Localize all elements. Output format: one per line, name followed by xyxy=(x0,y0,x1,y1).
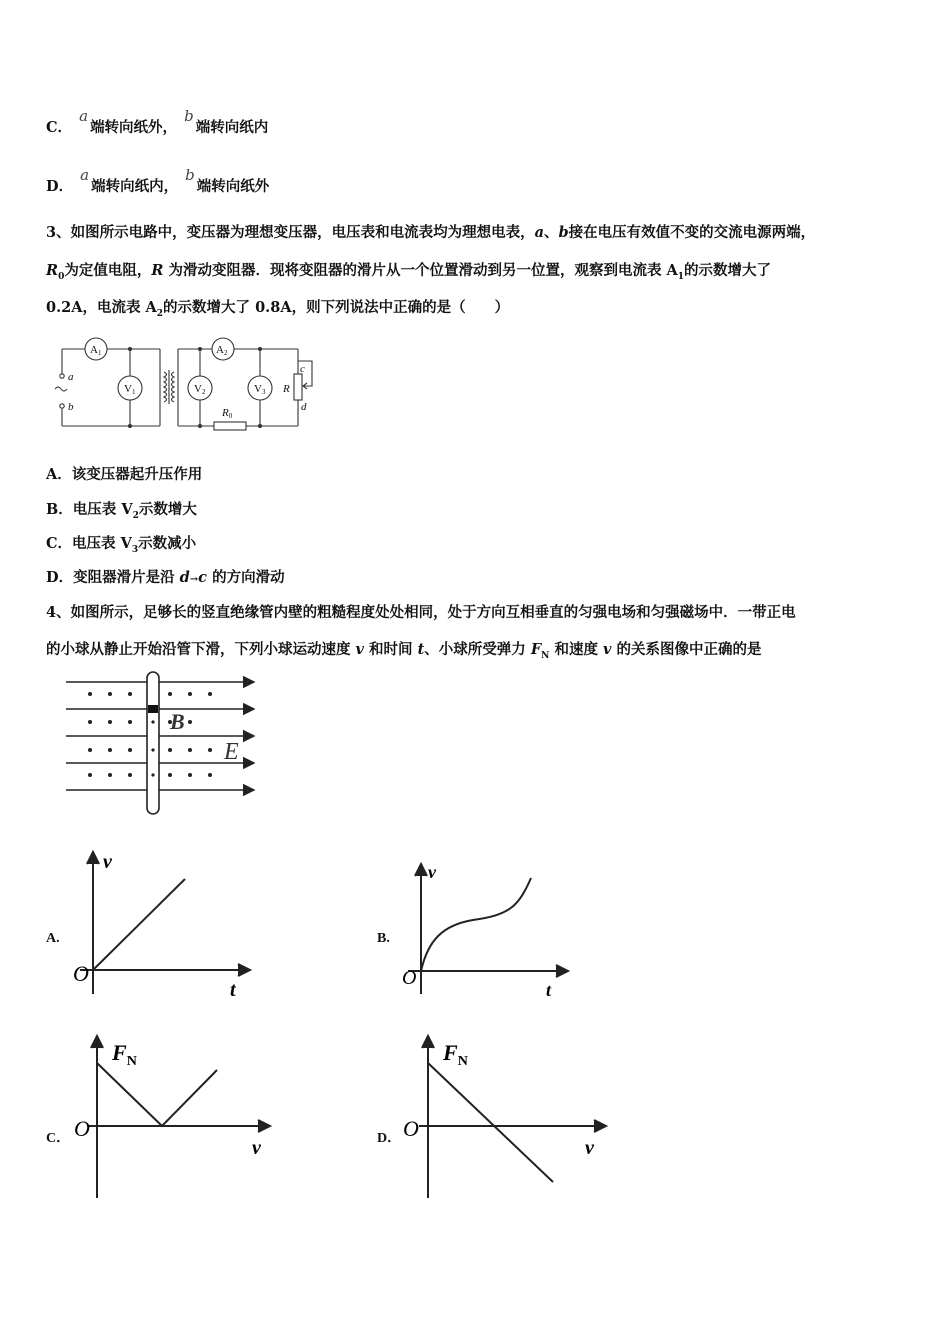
q3-circuit-diagram xyxy=(50,334,340,434)
graph-b[interactable] xyxy=(398,860,578,1000)
ac-source-icon xyxy=(55,387,67,391)
q3-stem-line-2: $R_0$为定值电阻，R 为滑动变阻器．现将变阻器的滑片从一个位置滑动到另一位置，观察到电流表 $A_1$的示数增大了 xyxy=(46,262,772,282)
ammeter-a1: A1 xyxy=(90,344,102,357)
voltmeter-v1: V1 xyxy=(124,383,136,396)
origin-label: O xyxy=(73,961,89,986)
graph-a[interactable] xyxy=(70,848,260,1000)
y-axis-label: $F_N$ xyxy=(112,1040,137,1069)
label-r0: R0 xyxy=(222,407,233,420)
option-text: 端转向纸外 xyxy=(196,178,270,195)
voltmeter-v3: V3 xyxy=(254,383,266,396)
origin-label: O xyxy=(402,967,417,989)
variable-b: b xyxy=(184,107,194,125)
terminal-a-label: a xyxy=(68,371,74,383)
field-label-e: E xyxy=(224,739,239,765)
q3-option-a[interactable]: A．该变压器起升压作用 xyxy=(46,466,203,483)
fn-v-curve xyxy=(97,1063,217,1126)
label-c: c xyxy=(300,363,305,375)
charged-ball xyxy=(148,705,158,713)
ammeter-a2: A2 xyxy=(216,344,228,357)
x-axis-label: v xyxy=(252,1137,261,1159)
q3-stem-line-3: 0.2A，电流表 $A_2$的示数增大了 0.8A，则下列说法中正确的是（ ） xyxy=(46,299,510,319)
q3-option-b[interactable]: B．电压表 $V_2$示数增大 xyxy=(46,501,197,521)
q2-option-c[interactable] xyxy=(46,107,269,137)
graph-d[interactable] xyxy=(401,1030,611,1200)
voltmeter-v2: V2 xyxy=(194,383,206,396)
graph-b-label[interactable]: B. xyxy=(377,931,390,946)
origin-label: O xyxy=(74,1116,90,1141)
terminal-b-label: b xyxy=(68,401,74,413)
label-d: d xyxy=(301,401,307,413)
insulating-tube xyxy=(147,672,159,814)
graph-c[interactable] xyxy=(70,1030,280,1200)
q3-stem-line-1: 3、如图所示电路中，变压器为理想变压器，电压表和电流表均为理想电表，a、b接在电压有效值不变的交流电源两端， xyxy=(46,224,816,241)
variable-b: b xyxy=(185,166,195,184)
q3-option-c[interactable]: C．电压表 $V_3$示数减小 xyxy=(46,535,197,555)
graph-a-label[interactable]: A. xyxy=(46,931,60,946)
x-axis-label: t xyxy=(230,979,236,1001)
v-t-curve xyxy=(421,878,531,971)
y-axis-label: $F_N$ xyxy=(443,1040,468,1069)
label-r: R xyxy=(283,383,290,395)
q4-stem-line-1: 4、如图所示，足够长的竖直绝缘管内壁的粗糙程度处处相同，处于方向互相垂直的匀强电场和匀强磁场中．一带正电 xyxy=(46,604,796,621)
x-axis-label: v xyxy=(585,1137,594,1159)
fn-v-line xyxy=(428,1063,553,1182)
option-text: 端转向纸内， xyxy=(91,178,179,195)
x-axis-label: t xyxy=(546,980,552,1000)
field-label-b: B xyxy=(170,709,185,734)
q3-option-d[interactable]: D．变阻器滑片是沿 d→c 的方向滑动 xyxy=(46,569,285,586)
q2-option-d[interactable] xyxy=(46,166,270,196)
graph-d-label[interactable]: D． xyxy=(377,1131,402,1146)
graph-c-label[interactable]: C． xyxy=(46,1131,71,1146)
option-text: 端转向纸外， xyxy=(90,119,178,136)
option-text: 端转向纸内 xyxy=(195,119,269,136)
variable-a: a xyxy=(80,166,90,184)
origin-label: O xyxy=(403,1116,419,1141)
variable-a: a xyxy=(79,107,89,125)
option-label: D． xyxy=(46,178,74,195)
v-t-line xyxy=(93,879,185,970)
q4-field-figure xyxy=(62,672,262,820)
y-axis-label: v xyxy=(428,862,436,882)
q4-stem-line-2: 的小球从静止开始沿管下滑，下列小球运动速度 v 和时间 t、小球所受弹力 $F_N$ 和速度 v 的关系图像中正确的是 xyxy=(46,641,762,661)
option-label: C． xyxy=(46,119,73,136)
y-axis-label: v xyxy=(103,851,112,873)
